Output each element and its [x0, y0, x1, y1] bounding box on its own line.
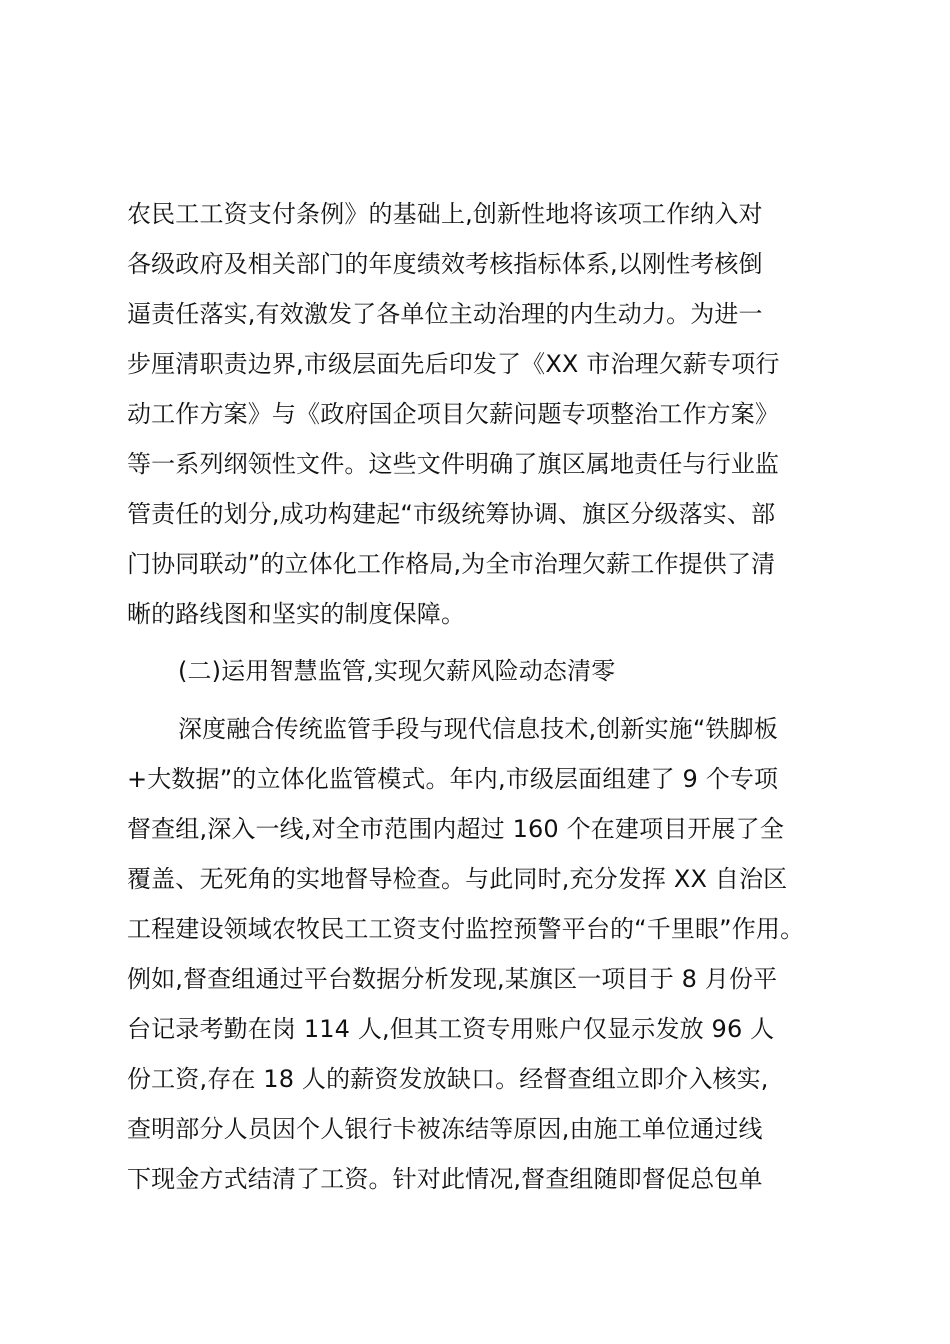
section-heading: (二)运用智慧监管,实现欠薪风险动态清零 — [178, 657, 616, 685]
text-line: 步厘清职责边界,市级层面先后印发了《XX 市治理欠薪专项行 — [127, 350, 780, 378]
paragraph-first-line: 深度融合传统监管手段与现代信息技术,创新实施“铁脚板 — [178, 715, 778, 743]
text-line: 农民工工资支付条例》的基础上,创新性地将该项工作纳入对 — [127, 200, 763, 228]
text-line: 管责任的划分,成功构建起“市级统筹协调、旗区分级落实、部 — [127, 500, 776, 528]
text-line: 门协同联动”的立体化工作格局,为全市治理欠薪工作提供了清 — [127, 550, 776, 578]
text-line: 动工作方案》与《政府国企项目欠薪问题专项整治工作方案》 — [127, 400, 780, 428]
text-line: +大数据”的立体化监管模式。年内,市级层面组建了 9 个专项 — [127, 765, 779, 793]
text-line: 等一系列纲领性文件。这些文件明确了旗区属地责任与行业监 — [127, 450, 780, 478]
text-line: 覆盖、无死角的实地督导检查。与此同时,充分发挥 XX 自治区 — [127, 865, 788, 893]
text-line: 晰的路线图和坚实的制度保障。 — [127, 600, 466, 628]
text-line: 各级政府及相关部门的年度绩效考核指标体系,以刚性考核倒 — [127, 250, 763, 278]
text-line: 工程建设领域农牧民工工资支付监控预警平台的“千里眼”作用。 — [127, 915, 805, 943]
text-line: 下现金方式结清了工资。针对此情况,督查组随即督促总包单 — [127, 1165, 763, 1193]
text-line: 例如,督查组通过平台数据分析发现,某旗区一项目于 8 月份平 — [127, 965, 778, 993]
text-line: 台记录考勤在岗 114 人,但其工资专用账户仅显示发放 96 人 — [127, 1015, 775, 1043]
text-line: 逼责任落实,有效激发了各单位主动治理的内生动力。为进一 — [127, 300, 763, 328]
text-line: 督查组,深入一线,对全市范围内超过 160 个在建项目开展了全 — [127, 815, 784, 843]
text-line: 份工资,存在 18 人的薪资发放缺口。经督查组立即介入核实, — [127, 1065, 769, 1093]
text-line: 查明部分人员因个人银行卡被冻结等原因,由施工单位通过线 — [127, 1115, 763, 1143]
